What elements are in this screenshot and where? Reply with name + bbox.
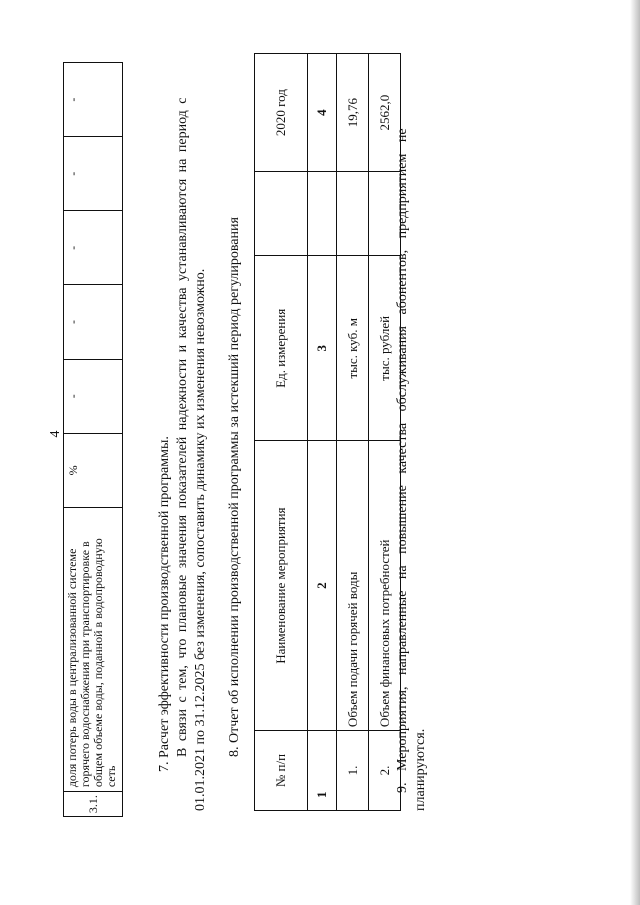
program-report-table (254, 53, 401, 811)
header-cell: № п/п (255, 731, 308, 811)
index-cell: 1 (308, 731, 337, 811)
section-7-title: 7. Расчет эффективности производственной программы. (157, 436, 172, 772)
table-row (64, 63, 123, 817)
section-9-text: 9. Мероприятия, направленные на повышение качества обслуживания абонентов, предприятием не (395, 128, 410, 793)
page-number: 4 (48, 430, 63, 438)
header-cell: 2020 год (255, 54, 308, 172)
section-8-title: 8. Отчет об исполнении производственной программы за истекший период регулирования (227, 217, 242, 757)
unit-cell: % (64, 433, 123, 507)
table-row (337, 54, 369, 811)
value-cell: - (64, 137, 123, 211)
value-cell: - (64, 359, 123, 433)
unit-cell: тыс. куб. м (337, 256, 369, 441)
table-header-row (255, 54, 308, 811)
row-number-cell: 3.1. (64, 792, 123, 817)
unit-cell: тыс. рублей (369, 256, 401, 441)
index-cell (308, 172, 337, 256)
activity-name-cell: Объем финансовых потребностей (369, 441, 401, 731)
index-cell: 4 (308, 54, 337, 172)
indicator-description-cell (64, 508, 123, 792)
index-cell: 2 (308, 441, 337, 731)
value-cell: 19,76 (337, 54, 369, 172)
description-line: доля потерь воды в централизованной системе (65, 548, 79, 788)
description-line: горячего водоснабжения при транспортировке в (78, 541, 92, 788)
section-7-text: В связи с тем, что плановые значения показателей надежности и качества устанавливаются на период с (175, 97, 190, 757)
description-line: общем объеме воды, поданной в водопроводную (91, 538, 105, 788)
value-cell: 2562,0 (369, 54, 401, 172)
activity-name-cell: Объем подачи горячей воды (337, 441, 369, 731)
description-line: сеть (104, 765, 118, 788)
section-7-text: 01.01.2021 по 31.12.2025 без изменения, сопоставить динамику их изменения невозможно. (193, 268, 208, 811)
index-cell: 3 (308, 256, 337, 441)
header-cell (255, 172, 308, 256)
header-cell: Ед. измерения (255, 256, 308, 441)
section-9-text: планируются. (413, 728, 428, 811)
indicator-table (63, 62, 123, 817)
value-cell: - (64, 63, 123, 137)
row-number-cell: 2. (369, 731, 401, 811)
table-index-row (308, 54, 337, 811)
value-cell: - (64, 285, 123, 359)
empty-cell (337, 172, 369, 256)
row-number-cell: 1. (337, 731, 369, 811)
value-cell: - (64, 211, 123, 285)
header-cell: Наименование мероприятия (255, 441, 308, 731)
